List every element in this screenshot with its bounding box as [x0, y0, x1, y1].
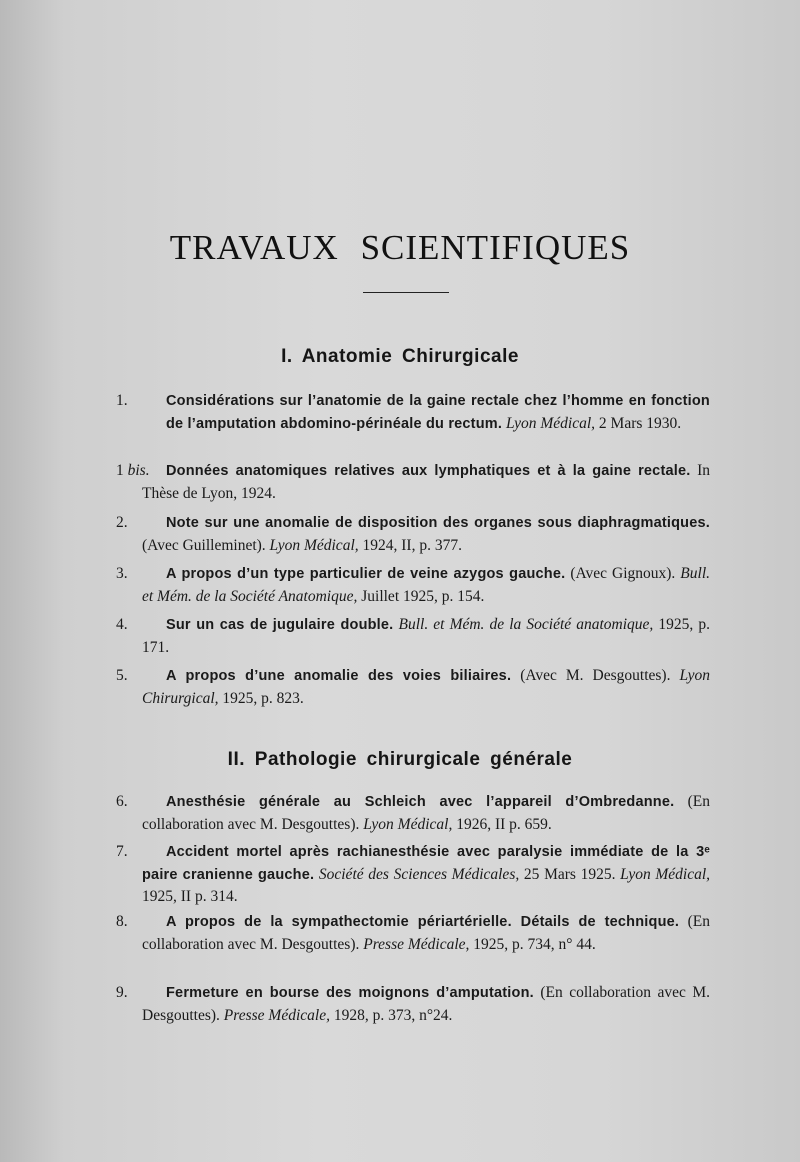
- section-heading-anatomie: I. Anatomie Chirurgicale: [281, 346, 519, 367]
- entry-number: 7.: [116, 843, 128, 860]
- entry-number: 1: [116, 462, 124, 479]
- reference-details: 1926, II p. 659.: [456, 815, 552, 833]
- entry-title: A propos de la sympathectomie périartérielle. Détails de technique.: [166, 914, 680, 930]
- journal: Lyon Médical,: [505, 414, 596, 432]
- entry-title: Fermeture en bourse des moignons d’amputation.: [166, 985, 534, 1001]
- list-item: [116, 791, 710, 835]
- list-item: [116, 460, 710, 504]
- list-item: [116, 390, 710, 435]
- entry-number: 8.: [116, 913, 128, 930]
- reference-details: 1925, p. 823.: [222, 689, 304, 707]
- list-item: [116, 982, 710, 1026]
- journal: Lyon Chirurgical,: [142, 667, 711, 707]
- entry-number: 2.: [116, 514, 128, 531]
- journal: Lyon Médical,: [363, 815, 453, 833]
- reference-details: 1924, II, p. 377.: [362, 536, 462, 554]
- reference-details: 1925, II p. 314.: [142, 888, 238, 905]
- list-item: [116, 563, 710, 607]
- entry-title: A propos d’une anomalie des voies biliaires.: [166, 668, 512, 684]
- entry-number: 6.: [116, 793, 128, 810]
- entry-title: A propos d’un type particulier de veine azygos gauche.: [166, 566, 566, 582]
- reference-details: Juillet 1925, p. 154.: [361, 587, 485, 605]
- list-item: [116, 512, 710, 556]
- coauthor: (En collaboration avec M. Desgouttes).: [142, 793, 710, 833]
- entry-title: Note sur une anomalie de disposition des organes sous diaphragmatiques.: [166, 515, 710, 531]
- journal: Presse Médicale,: [363, 935, 470, 953]
- entry-number: 3.: [116, 565, 128, 582]
- journal: Lyon Médical,: [269, 536, 359, 554]
- entry-number: 4.: [116, 616, 128, 633]
- reference-date: 25 Mars 1925.: [523, 865, 616, 883]
- entry-title: Anesthésie générale au Schleich avec l’appareil d’Ombredanne.: [166, 794, 675, 810]
- coauthor: (Avec Gignoux).: [570, 565, 676, 582]
- entry-number-suffix: bis.: [127, 462, 150, 479]
- list-item: [116, 614, 710, 658]
- journal: Bull. et Mém. de la Société Anatomique,: [142, 565, 711, 605]
- coauthor: (Avec M. Desgouttes).: [520, 667, 671, 684]
- list-item: [116, 841, 710, 908]
- reference-details: In Thèse de Lyon, 1924.: [142, 462, 711, 502]
- reference-details: 1925, p. 171.: [142, 616, 710, 656]
- entry-title: Accident mortel après rachianesthésie avec paralysie immédiate de la 3ᵉ paire cranienne gauche.: [142, 844, 710, 883]
- list-item: [116, 665, 710, 709]
- title-divider: [363, 292, 449, 293]
- entry-number: 1.: [116, 392, 128, 409]
- entry-title: Sur un cas de jugulaire double.: [166, 617, 394, 633]
- list-item: [116, 911, 710, 955]
- reference-details: 1925, p. 734, n° 44.: [473, 935, 596, 953]
- entry-title: Données anatomiques relatives aux lymphatiques et à la gaine rectale.: [166, 463, 691, 479]
- journal: Société des Sciences Médicales,: [318, 865, 520, 883]
- journal-secondary: Lyon Médical,: [620, 865, 711, 883]
- entry-number: 9.: [116, 984, 128, 1001]
- journal: Presse Médicale,: [223, 1006, 330, 1024]
- section-heading-pathologie: II. Pathologie chirurgicale générale: [227, 749, 573, 770]
- entry-title: Considérations sur l’anatomie de la gaine rectale chez l’homme en fonction de l’amputation abdomino-périnéale du rectum.: [166, 393, 710, 432]
- reference-details: 1928, p. 373, n°24.: [333, 1006, 453, 1024]
- page-title: TRAVAUX SCIENTIFIQUES: [169, 228, 631, 267]
- coauthor: (En collaboration avec M. Desgouttes).: [142, 913, 711, 953]
- reference-details: 2 Mars 1930.: [598, 414, 682, 432]
- entry-number: 5.: [116, 667, 128, 684]
- coauthor: (Avec Guilleminet).: [142, 536, 266, 554]
- coauthor: (En collaboration avec M. Desgouttes).: [142, 984, 711, 1024]
- journal: Bull. et Mém. de la Société anatomique,: [398, 616, 654, 633]
